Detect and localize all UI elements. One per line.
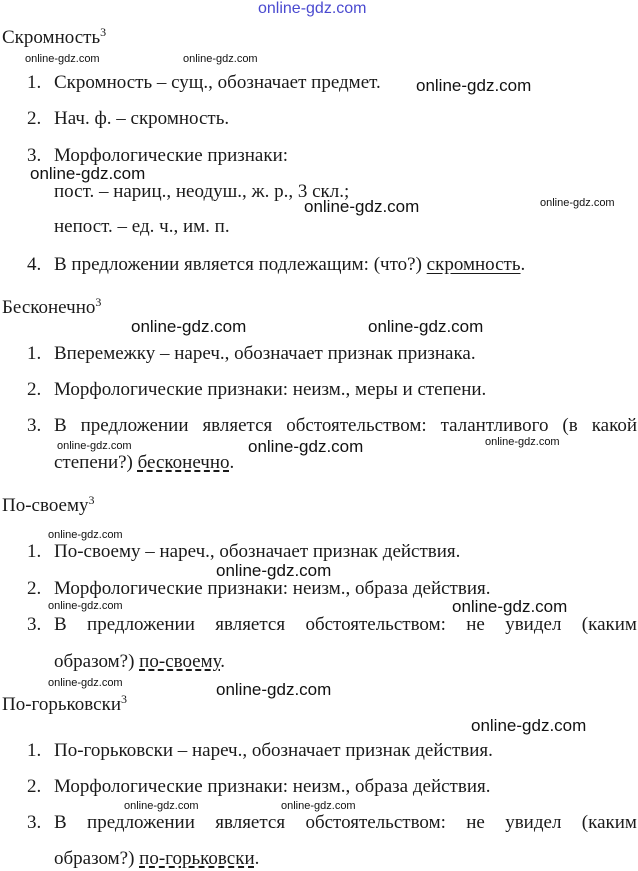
section-title-sup: 3 xyxy=(88,493,95,507)
item-text: Морфологические признаки: неизм., меры и степени. xyxy=(54,379,487,400)
item-number: 1. xyxy=(27,740,42,761)
item-number: 3. xyxy=(27,415,42,436)
item-continuation xyxy=(54,452,234,474)
list-item xyxy=(27,72,637,94)
watermark: online-gdz.com xyxy=(471,716,587,735)
item-word: является xyxy=(215,614,286,635)
item-text: Нач. ф. – скромность. xyxy=(54,108,230,129)
item-word: не xyxy=(466,812,485,833)
item-number: 2. xyxy=(27,108,42,129)
watermark: online-gdz.com xyxy=(540,197,615,209)
item-number: 1. xyxy=(27,343,42,364)
list-item xyxy=(27,812,637,834)
item-text: По-горьковски – нареч., обозначает признак действия. xyxy=(54,740,493,761)
section-title-sup: 3 xyxy=(95,295,102,309)
item-number: 3. xyxy=(27,812,42,833)
item-word: обстоятельством: xyxy=(305,614,446,635)
watermark: online-gdz.com xyxy=(48,600,123,612)
item-word: В xyxy=(54,415,67,436)
watermark: online-gdz.com xyxy=(30,164,146,183)
subject-term: скромность xyxy=(426,254,521,275)
item-word: увидел xyxy=(505,812,562,833)
item-text: Морфологические признаки: неизм., образа действия. xyxy=(54,578,491,599)
list-item xyxy=(27,379,637,401)
item-word: является xyxy=(215,812,286,833)
item-word: не xyxy=(466,614,485,635)
item-word: талантливого xyxy=(440,415,549,436)
watermark: online-gdz.com xyxy=(452,597,568,616)
list-item xyxy=(27,415,637,437)
item-word: какой xyxy=(591,415,637,436)
adverbial-term: по-горьковски xyxy=(139,848,255,869)
item-word: предложении xyxy=(87,812,195,833)
item-continuation xyxy=(54,848,259,870)
item-continuation: непост. – ед. ч., им. п. xyxy=(54,216,230,237)
item-number: 4. xyxy=(27,254,42,275)
watermark: online-gdz.com xyxy=(485,436,560,448)
item-word: В xyxy=(54,812,67,833)
item-number: 1. xyxy=(27,541,42,562)
list-item xyxy=(27,254,637,276)
item-word: (каким xyxy=(581,614,637,635)
section-title-beskonechno xyxy=(2,297,101,319)
watermark: online-gdz.com xyxy=(48,529,123,541)
item-word: (в xyxy=(562,415,578,436)
item-number: 3. xyxy=(27,614,42,635)
watermark: online-gdz.com xyxy=(281,800,356,812)
item-text: Скромность – сущ., обозначает предмет. xyxy=(54,72,381,93)
item-text: Вперемежку – нареч., обозначает признак признака. xyxy=(54,343,476,364)
item-text: По-своему – нареч., обозначает признак действия. xyxy=(54,541,461,562)
item-text: степени?) xyxy=(54,452,133,473)
section-title-po-gorkovski xyxy=(2,694,127,716)
item-end: . xyxy=(254,848,260,869)
item-text: образом?) xyxy=(54,651,135,672)
watermark: online-gdz.com xyxy=(368,317,484,336)
item-word: В xyxy=(54,614,67,635)
item-end: . xyxy=(220,651,225,672)
item-text: В предложении является подлежащим: (что?) xyxy=(54,254,422,275)
watermark: online-gdz.com xyxy=(57,440,132,452)
watermark: online-gdz.com xyxy=(131,317,247,336)
item-word: обстоятельством: xyxy=(305,812,446,833)
item-text: Морфологические признаки: неизм., образа действия. xyxy=(54,776,491,797)
watermark: online-gdz.com xyxy=(48,677,123,689)
list-item xyxy=(27,614,637,636)
item-word: обстоятельством: xyxy=(286,415,427,436)
item-word: предложении xyxy=(80,415,189,436)
watermark: online-gdz.com xyxy=(304,197,420,216)
item-word: предложении xyxy=(87,614,195,635)
list-item xyxy=(27,740,637,762)
item-word: увидел xyxy=(505,614,562,635)
section-title-sup: 3 xyxy=(121,692,127,706)
section-title-text: По-горьковски xyxy=(2,694,121,715)
watermark: online-gdz.com xyxy=(25,53,100,65)
item-text: Морфологические признаки: xyxy=(54,145,289,166)
item-number: 2. xyxy=(27,776,42,797)
item-word: (каким xyxy=(581,812,637,833)
watermark: online-gdz.com xyxy=(216,680,332,699)
header-watermark: online-gdz.com xyxy=(258,0,367,17)
list-item xyxy=(27,343,637,365)
watermark: online-gdz.com xyxy=(216,561,332,580)
list-item xyxy=(27,108,637,130)
item-word: является xyxy=(202,415,273,436)
item-continuation: пост. – нариц., неодуш., ж. р., 3 скл.; xyxy=(54,181,350,202)
item-number: 2. xyxy=(27,578,42,599)
adverbial-term: по-своему xyxy=(139,651,221,672)
section-title-po-svoemu xyxy=(2,495,95,517)
watermark: online-gdz.com xyxy=(416,76,532,95)
item-number: 1. xyxy=(27,72,42,93)
adverbial-term: бесконечно xyxy=(137,452,230,473)
item-end: . xyxy=(520,254,526,275)
section-title-skromnost xyxy=(2,27,106,49)
watermark: online-gdz.com xyxy=(248,437,364,456)
item-number: 2. xyxy=(27,379,42,400)
item-text: образом?) xyxy=(54,848,135,869)
item-number: 3. xyxy=(27,145,42,166)
section-title-text: По-своему xyxy=(2,495,89,516)
section-title-text: Бесконечно xyxy=(2,297,96,318)
item-end: . xyxy=(229,452,235,473)
item-continuation xyxy=(54,651,225,673)
section-title-text: Скромность xyxy=(2,27,101,48)
watermark: online-gdz.com xyxy=(183,53,258,65)
list-item xyxy=(27,541,637,563)
section-title-sup: 3 xyxy=(100,25,107,39)
watermark: online-gdz.com xyxy=(124,800,199,812)
list-item xyxy=(27,776,637,798)
